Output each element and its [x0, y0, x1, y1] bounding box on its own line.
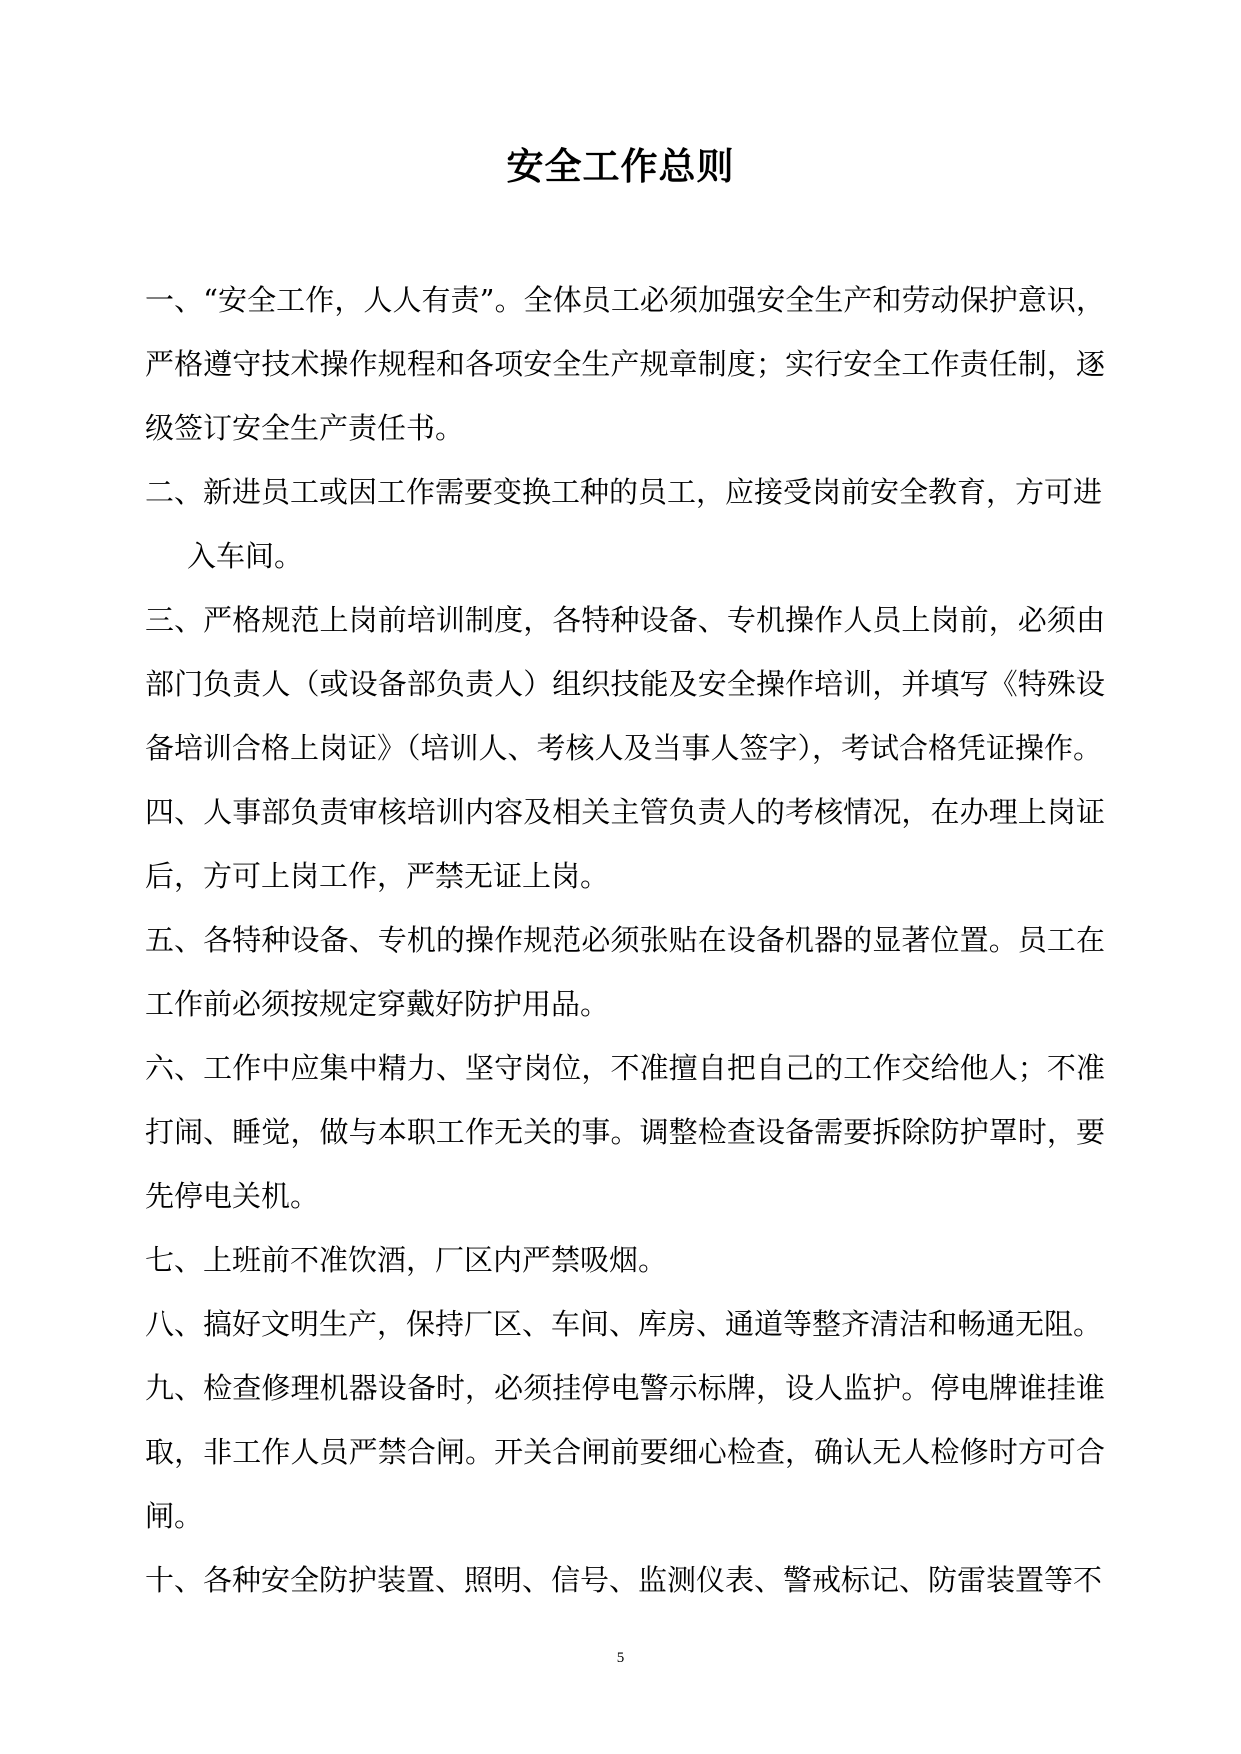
- paragraph-2: 二、新进员工或因工作需要变换工种的员工，应接受岗前安全教育，方可进: [145, 475, 1103, 509]
- page-title: 安全工作总则: [506, 144, 735, 188]
- paragraph-3: 三、严格规范上岗前培训制度，各特种设备、专机操作人员上岗前，必须由部门负责人（或设备部负责人）组织技能及安全操作培训，并填写《特殊设备培训合格上岗证》（培训人、考核人及当事人签字），考试合格凭证操作。: [145, 603, 1105, 765]
- paragraph-5: 五、各特种设备、专机的操作规范必须张贴在设备机器的显著位置。员工在工作前必须按规定穿戴好防护用品。: [145, 923, 1105, 1021]
- paragraph-1: 一、“安全工作，人人有责”。全体员工必须加强安全生产和劳动保护意识，严格遵守技术操作规程和各项安全生产规章制度；实行安全工作责任制，逐级签订安全生产责任书。: [145, 283, 1105, 445]
- paragraph-9: 九、检查修理机器设备时，必须挂停电警示标牌，设人监护。停电牌谁挂谁取，非工作人员严禁合闸。开关合闸前要细心检查，确认无人检修时方可合闸。: [145, 1371, 1105, 1533]
- document-body: [145, 268, 1105, 1612]
- paragraph-2-continuation: [145, 524, 1105, 588]
- indented-line: 入车间。: [187, 539, 304, 573]
- page-number: 5: [616, 1650, 625, 1666]
- paragraph-8: 八、搞好文明生产，保持厂区、车间、库房、通道等整齐清洁和畅通无阻。: [145, 1307, 1103, 1341]
- paragraph-4: 四、人事部负责审核培训内容及相关主管负责人的考核情况，在办理上岗证后，方可上岗工作，严禁无证上岗。: [145, 795, 1105, 893]
- paragraph-7: 七、上班前不准饮酒，厂区内严禁吸烟。: [145, 1243, 668, 1277]
- paragraph-6: 六、工作中应集中精力、坚守岗位，不准擅自把自己的工作交给他人；不准打闹、睡觉，做与本职工作无关的事。调整检查设备需要拆除防护罩时，要先停电关机。: [145, 1051, 1105, 1213]
- paragraph-10: 十、各种安全防护装置、照明、信号、监测仪表、警戒标记、防雷装置等不: [145, 1563, 1103, 1597]
